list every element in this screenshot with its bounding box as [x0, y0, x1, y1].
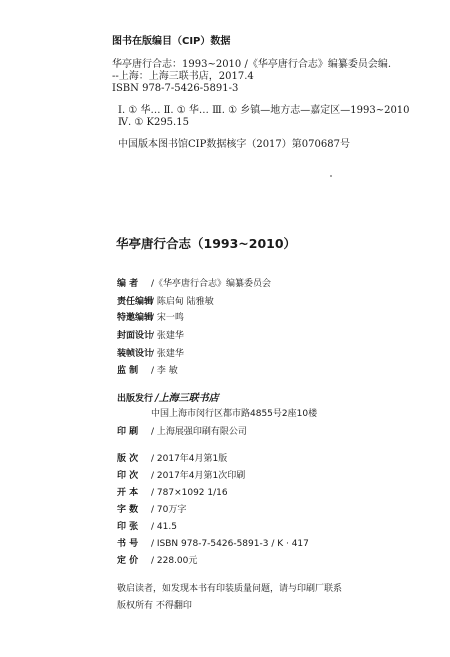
spec-value: / 41.5	[151, 522, 177, 532]
publisher-logo: /上海三联书店	[155, 393, 219, 404]
credit-supervision	[117, 366, 178, 377]
publisher-address: 中国上海市闵行区都市路4855号2座10楼	[151, 409, 318, 419]
spec-sheets	[117, 522, 177, 533]
credit-value: / 张建华	[151, 349, 184, 359]
spec-book-number	[117, 539, 309, 550]
spec-edition	[117, 454, 227, 465]
credit-label: 编 者	[117, 279, 139, 289]
cip-record-number: 中国版本图书馆CIP数据核字（2017）第070687号	[118, 139, 350, 150]
credit-value: / 宋一鸣	[151, 313, 184, 323]
printer-label: 印 刷	[117, 427, 139, 437]
printer-value: / 上海展强印刷有限公司	[151, 427, 247, 437]
spec-label: 版 次	[117, 454, 139, 464]
spec-label: 定 价	[117, 556, 139, 566]
book-title: 华亭唐行合志（1993~2010）	[116, 236, 297, 251]
credit-value: /《华亭唐行合志》编纂委员会	[151, 279, 272, 289]
spec-value: / 228.00元	[151, 556, 198, 566]
cip-isbn: ISBN 978-7-5426-5891-3	[112, 83, 239, 94]
credit-label: 监 制	[117, 366, 139, 376]
spec-printing	[117, 471, 245, 482]
credit-value: / 陈启甸 陆雅敏	[151, 297, 214, 307]
printer-row	[117, 427, 247, 438]
cip-line-2: --上海：上海三联书店，2017.4	[112, 71, 254, 82]
spec-value: / ISBN 978-7-5426-5891-3 / K · 417	[151, 539, 309, 549]
credit-value: / 李 敏	[151, 366, 178, 376]
credit-label: 装帧设计	[117, 349, 154, 359]
cip-classification-2: Ⅳ. ① K295.15	[118, 117, 189, 128]
credit-label: 责任编辑	[117, 297, 154, 307]
spec-price	[117, 556, 197, 567]
cip-heading: 图书在版编目（CIP）数据	[112, 36, 231, 47]
credit-label: 特邀编辑	[117, 313, 154, 323]
cip-classification: Ⅰ. ① 华… Ⅱ. ① 华… Ⅲ. ① 乡镇—地方志—嘉定区—1993~2010	[118, 105, 410, 116]
publisher-row	[117, 393, 219, 405]
spec-value: / 2017年4月第1版	[151, 454, 228, 464]
spec-label: 字 数	[117, 505, 139, 515]
credit-binding-design	[117, 349, 184, 360]
credit-cover-design	[117, 331, 184, 342]
spec-format	[117, 488, 228, 499]
credit-value: / 张建华	[151, 331, 184, 341]
spec-value: / 2017年4月第1次印刷	[151, 471, 246, 481]
publisher-label: 出版发行	[117, 394, 154, 404]
spec-label: 印 次	[117, 471, 139, 481]
spec-word-count	[117, 505, 186, 516]
credit-label: 封面设计	[117, 331, 154, 341]
spec-label: 印 张	[117, 522, 139, 532]
quality-notice: 敬启读者，如发现本书有印装质量问题，请与印刷厂联系	[117, 584, 343, 594]
spec-value: / 70万字	[151, 505, 187, 515]
copyright-notice: 版权所有 不得翻印	[117, 601, 192, 611]
cip-line-1: 华亭唐行合志：1993~2010 /《华亭唐行合志》编纂委员会编.	[112, 59, 392, 70]
page-speck	[330, 175, 332, 177]
credit-editor	[117, 279, 271, 290]
credit-guest-editor	[117, 313, 184, 324]
spec-value: / 787×1092 1/16	[151, 488, 228, 498]
spec-label: 开 本	[117, 488, 139, 498]
credit-responsible-editor	[117, 297, 214, 308]
spec-label: 书 号	[117, 539, 139, 549]
